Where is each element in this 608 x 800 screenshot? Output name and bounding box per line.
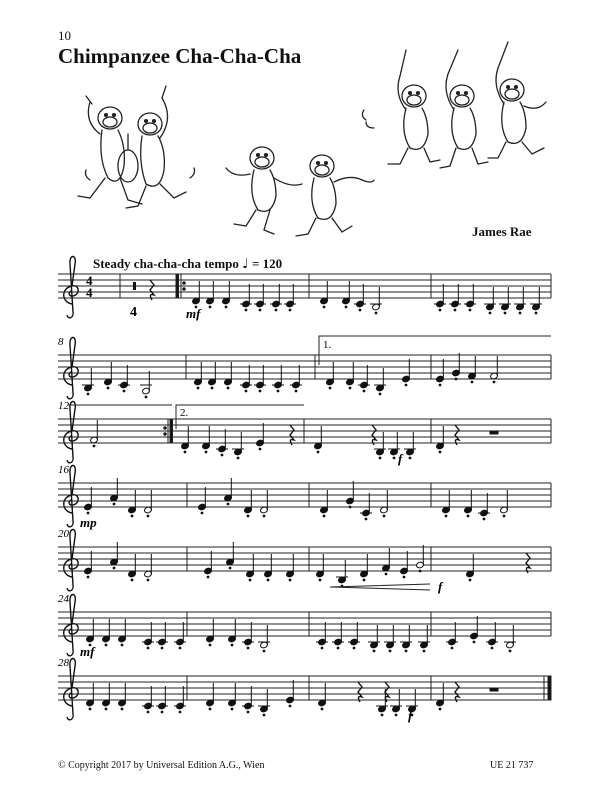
staccato-dot (469, 309, 471, 311)
staccato-dot (439, 708, 441, 710)
staccato-dot (275, 309, 277, 311)
staccato-dot (87, 512, 89, 514)
measure-number: 20 (58, 528, 69, 540)
staccato-dot (323, 306, 325, 308)
repeat-dot (164, 433, 167, 436)
staccato-dot (263, 515, 265, 517)
staccato-dot (423, 650, 425, 652)
treble-clef (64, 338, 78, 399)
dynamic-marking: mf (186, 306, 201, 321)
staccato-dot (197, 387, 199, 389)
dynamic-marking: mp (80, 515, 97, 530)
multirest-count: 4 (130, 305, 137, 320)
repeat-start-thick (176, 274, 179, 298)
staccato-dot (211, 387, 213, 389)
staccato-dot (237, 457, 239, 459)
staccato-dot (353, 647, 355, 649)
staccato-dot (121, 708, 123, 710)
piece-title: Chimpanzee Cha-Cha-Cha (58, 44, 302, 68)
staccato-dot (231, 708, 233, 710)
staccato-dot (289, 579, 291, 581)
staccato-dot (519, 312, 521, 314)
staccato-dot (179, 647, 181, 649)
staccato-dot (247, 515, 249, 517)
staccato-dot (381, 714, 383, 716)
staccato-dot (249, 579, 251, 581)
staccato-dot (263, 714, 265, 716)
staccato-dot (209, 306, 211, 308)
staccato-dot (503, 515, 505, 517)
staccato-dot (321, 708, 323, 710)
staccato-dot (379, 457, 381, 459)
staccato-dot (121, 644, 123, 646)
staccato-dot (161, 647, 163, 649)
staccato-dot (131, 515, 133, 517)
staccato-dot (227, 503, 229, 505)
staccato-dot (359, 309, 361, 311)
staccato-dot (323, 515, 325, 517)
staccato-dot (107, 387, 109, 389)
staccato-dot (184, 451, 186, 453)
quarter-rest (455, 682, 459, 702)
quarter-rest (150, 280, 154, 300)
staccato-dot (209, 644, 211, 646)
measure-number: 16 (58, 464, 69, 476)
tempo-value: = 120 (252, 256, 283, 271)
quarter-note-icon: ♩ (242, 256, 249, 272)
staccato-dot (207, 576, 209, 578)
staccato-dot (345, 306, 347, 308)
staccato-dot (277, 390, 279, 392)
staccato-dot (329, 387, 331, 389)
staccato-dot (395, 714, 397, 716)
staccato-dot (259, 390, 261, 392)
half-rest (490, 688, 498, 691)
staccato-dot (289, 309, 291, 311)
staccato-dot (105, 644, 107, 646)
half-rest (490, 431, 498, 434)
staccato-dot (247, 647, 249, 649)
staccato-dot (201, 512, 203, 514)
staccato-dot (321, 647, 323, 649)
quarter-rest (385, 682, 389, 702)
staccato-dot (483, 518, 485, 520)
final-barline (548, 676, 551, 700)
staccato-dot (147, 711, 149, 713)
measure-number: 12 (58, 400, 69, 412)
staccato-dot (93, 445, 95, 447)
staccato-dot (409, 457, 411, 459)
staccato-dot (245, 390, 247, 392)
staccato-dot (451, 647, 453, 649)
measure-number: 28 (58, 657, 69, 669)
staccato-dot (227, 387, 229, 389)
quarter-rest (455, 425, 459, 445)
staccato-dot (375, 312, 377, 314)
staccato-dot (161, 711, 163, 713)
treble-clef (64, 257, 78, 318)
time-signature-bottom: 4 (86, 285, 93, 300)
time-signature-top: 4 (86, 273, 93, 288)
staccato-dot (469, 579, 471, 581)
staccato-dot (439, 309, 441, 311)
staccato-dot (267, 579, 269, 581)
staccato-dot (363, 579, 365, 581)
dynamic-marking: f (408, 708, 413, 723)
staccato-dot (373, 650, 375, 652)
volta-1-label: 1. (323, 339, 332, 351)
staccato-dot (471, 381, 473, 383)
staccato-dot (419, 570, 421, 572)
multirest-bar (133, 282, 136, 290)
staccato-dot (439, 451, 441, 453)
staccato-dot (319, 579, 321, 581)
staccato-dot (209, 708, 211, 710)
dynamic-marking: mf (80, 644, 95, 659)
staccato-dot (489, 312, 491, 314)
staccato-dot (123, 390, 125, 392)
catalog-number: UE 21 737 (490, 760, 534, 771)
staccato-dot (383, 515, 385, 517)
dynamic-marking: f (398, 451, 403, 466)
tempo-text: Steady cha-cha-cha tempo (93, 256, 239, 271)
staccato-dot (89, 708, 91, 710)
staccato-dot (87, 576, 89, 578)
copyright-notice: © Copyright 2017 by Universal Edition A.G., Wien (58, 760, 265, 771)
repeat-dot (164, 427, 167, 430)
staccato-dot (259, 309, 261, 311)
staccato-dot (445, 515, 447, 517)
staccato-dot (147, 515, 149, 517)
volta-2-label: 2. (180, 407, 189, 419)
quarter-rest (358, 682, 362, 702)
page-number: 10 (58, 28, 71, 43)
staccato-dot (229, 567, 231, 569)
staccato-dot (403, 576, 405, 578)
composer-name: James Rae (472, 224, 532, 239)
staccato-dot (349, 506, 351, 508)
staccato-dot (289, 705, 291, 707)
staccato-dot (385, 573, 387, 575)
staccato-dot (405, 650, 407, 652)
measure-number: 8 (58, 336, 64, 348)
staccato-dot (473, 641, 475, 643)
staccato-dot (179, 711, 181, 713)
staccato-dot (225, 306, 227, 308)
crescendo-hairpin (330, 584, 430, 590)
staccato-dot (247, 711, 249, 713)
staccato-dot (467, 515, 469, 517)
staccato-dot (221, 454, 223, 456)
staccato-dot (349, 387, 351, 389)
staccato-dot (147, 579, 149, 581)
staccato-dot (147, 647, 149, 649)
staccato-dot (389, 650, 391, 652)
staccato-dot (145, 396, 147, 398)
quarter-rest (372, 425, 376, 445)
staccato-dot (491, 647, 493, 649)
staccato-dot (405, 384, 407, 386)
staccato-dot (365, 518, 367, 520)
staccato-dot (454, 309, 456, 311)
staccato-dot (455, 378, 457, 380)
staccato-dot (379, 393, 381, 395)
staccato-dot (263, 650, 265, 652)
staccato-dot (87, 393, 89, 395)
staccato-dot (535, 312, 537, 314)
repeat-dot (183, 282, 186, 285)
staccato-dot (245, 309, 247, 311)
measure-number: 24 (58, 593, 69, 605)
quarter-rest (526, 553, 530, 573)
staccato-dot (105, 708, 107, 710)
dynamic-marking: f (438, 579, 443, 594)
staccato-dot (363, 390, 365, 392)
staccato-dot (131, 579, 133, 581)
staccato-dot (393, 457, 395, 459)
staccato-dot (113, 567, 115, 569)
staccato-dot (493, 381, 495, 383)
staccato-dot (205, 451, 207, 453)
staccato-dot (259, 448, 261, 450)
repeat-dot (183, 288, 186, 291)
staccato-dot (231, 644, 233, 646)
quarter-rest (290, 425, 294, 445)
staccato-dot (509, 650, 511, 652)
repeat-end-thick (170, 419, 173, 443)
staccato-dot (504, 312, 506, 314)
staccato-dot (113, 503, 115, 505)
staccato-dot (439, 384, 441, 386)
staccato-dot (295, 390, 297, 392)
staccato-dot (337, 647, 339, 649)
staccato-dot (317, 451, 319, 453)
